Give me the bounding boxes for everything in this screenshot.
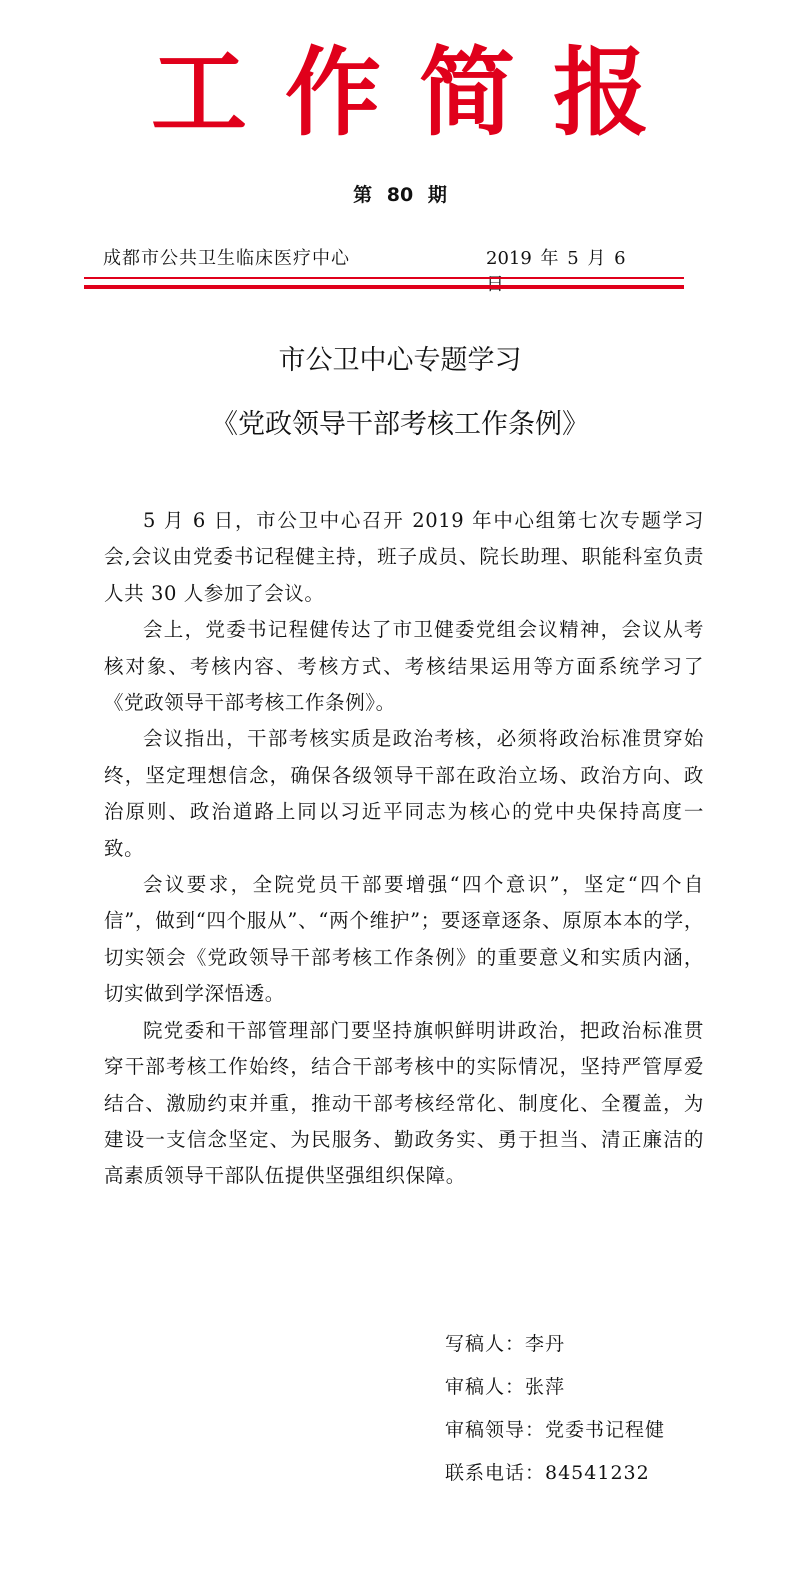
paragraph: 会上，党委书记程健传达了市卫健委党组会议精神，会议从考核对象、考核内容、考核方式、考核结果运用等方面系统学习了《党政领导干部考核工作条例》。 [104,618,704,715]
header-divider-thin [84,277,684,279]
paragraph: 院党委和干部管理部门要坚持旗帜鲜明讲政治，把政治标准贯穿干部考核工作始终，结合干部考核中的实际情况，坚持严管厚爱结合、激励约束并重，推动干部考核经常化、制度化、全覆盖，为建设一支信念坚定、为民服务、勤政务实、勇于担当、清正廉洁的高素质领导干部队伍提供坚强组织保障。 [104,1018,704,1188]
issue-number: 第 80 期 [353,184,447,206]
organization-name: 成都市公共卫生临床医疗中心 [103,248,350,269]
masthead-meta-row [103,246,643,272]
paragraph: 会议指出，干部考核实质是政治考核，必须将政治标准贯穿始终，坚定理想信念，确保各级领导干部在政治立场、政治方向、政治原则、政治道路上同以习近平同志为核心的党中央保持高度一致。 [104,727,704,860]
writer-line: 写稿人：李丹 [445,1333,566,1355]
article-body [104,503,704,1195]
paragraph: 会议要求，全院党员干部要增强“四个意识”，坚定“四个自信”，做到“四个服从”、“两个维护”；要逐章逐条、原原本本的学，切实领会《党政领导干部考核工作条例》的重要意义和实质内涵，切实做到学深悟透。 [104,873,704,1006]
header-divider-thick [84,285,684,289]
reviewer-line: 审稿人：张萍 [445,1376,566,1398]
signoff-block [445,1323,765,1495]
issue-date: 2019 年 5 月 6 [486,248,626,269]
masthead-title: 工作简报 [151,36,687,149]
phone-line: 联系电话：84541232 [445,1462,650,1484]
article-title-line2: 《党政领导干部考核工作条例》 [211,409,589,440]
paragraph: 5 月 6 日，市公卫中心召开 2019 年中心组第七次专题学习会,会议由党委书记程健主持，班子成员、院长助理、职能科室负责人共 30 人参加了会议。 [104,509,704,605]
approver-line: 审稿领导：党委书记程健 [445,1419,666,1441]
article-title-line1: 市公卫中心专题学习 [278,345,522,376]
